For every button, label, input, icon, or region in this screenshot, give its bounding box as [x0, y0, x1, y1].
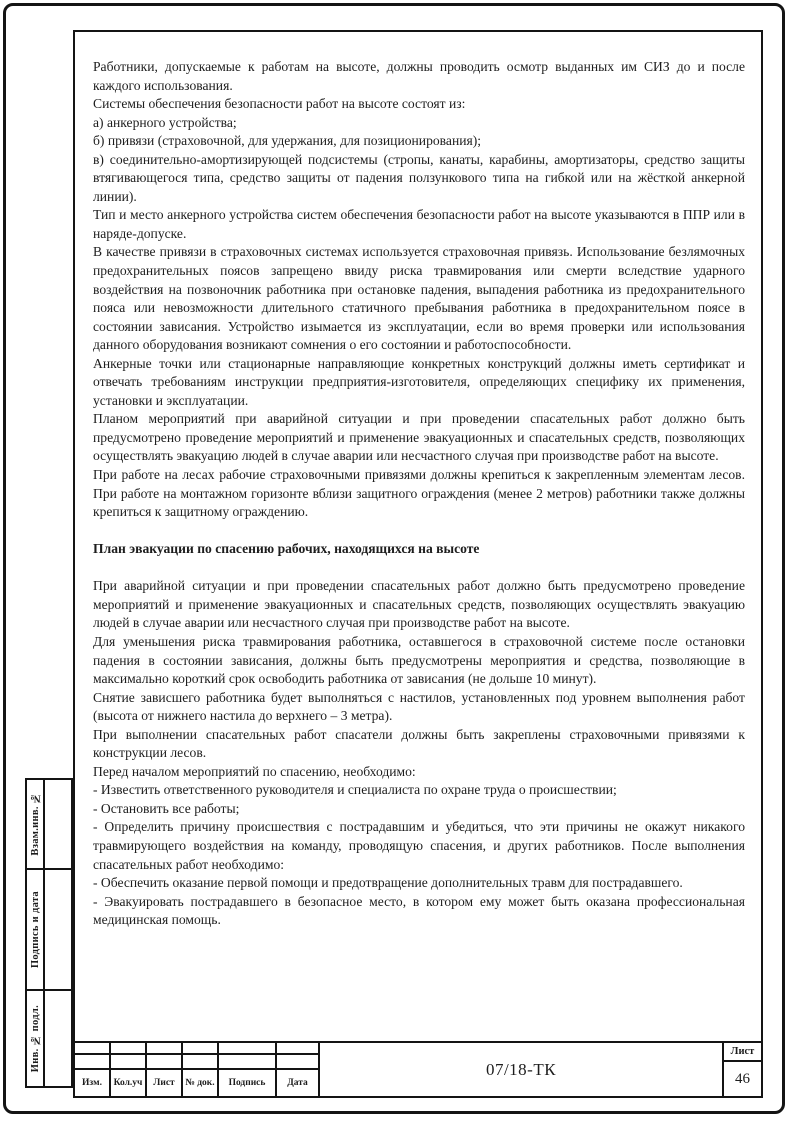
paragraph: а) анкерного устройства; — [93, 114, 237, 130]
paragraph: б) привязи (страховочной, для удержания, для позиционирования); — [93, 133, 482, 149]
paragraph: При аварийной ситуации и при проведении спасательных работ должно быть предусмотрено проведение мероприятий и применение эвакуационных и спасательных средств, позволяющих осуществлять эвакуацию людей в случае аварии или несчастного случая при производстве работ на высоте. — [93, 578, 745, 631]
paragraph: - Известить ответственного руководителя и специалиста по охране труда о происшествии; — [93, 782, 617, 798]
section-heading: План эвакуации по спасению рабочих, находящихся на высоте — [93, 541, 480, 557]
revision-cell — [277, 1043, 318, 1055]
sidebar-row — [27, 991, 71, 1086]
document-body — [93, 58, 745, 930]
paragraph: Работники, допускаемые к работам на высоте, должны проводить осмотр выданных им СИЗ до и после каждого использования. — [93, 59, 745, 93]
paragraph: Перед началом мероприятий по спасению, необходимо: — [93, 763, 416, 779]
paragraph: Системы обеспечения безопасности работ на высоте состоят из: — [93, 96, 466, 112]
sidebar-label: Подпись и дата — [29, 890, 41, 969]
revision-header-list: Лист — [147, 1070, 183, 1096]
paragraph: Анкерные точки или стационарные направляющие конкретных конструкций должны иметь сертификат и отвечать требованиям инструкции предприятия-изготовителя, определяющих специфику их применения, установки и эксплуатации. — [93, 355, 745, 408]
left-stamp-column — [25, 778, 73, 1088]
sidebar-label-cell — [27, 780, 45, 868]
sidebar-empty-cell — [45, 991, 71, 1086]
paragraph: в) соединительно-амортизирующей подсистемы (стропы, канаты, карабины, амортизаторы, средство защиты втягивающегося типа, средство защиты от падения ползункового типа на гибкой или на жёсткой анкерной линии). — [93, 151, 745, 204]
sidebar-empty-cell — [45, 870, 71, 989]
revision-cell — [277, 1055, 318, 1070]
sheet-label: Лист — [724, 1043, 761, 1062]
sidebar-label: Инв. № подл. — [29, 1004, 41, 1073]
paragraph: - Эвакуировать пострадавшего в безопасное место, в котором ему может быть оказана профессиональная медицинская помощь. — [93, 893, 745, 928]
revision-cell — [75, 1055, 111, 1070]
revision-cell — [219, 1043, 277, 1055]
paragraph: - Остановить все работы; — [93, 800, 240, 816]
title-block — [73, 1041, 763, 1098]
paragraph: - Определить причину происшествия с пострадавшим и убедиться, что эти причины не окажут никакого травмирующего воздействия на команду, проводящую спасения, и других работников. После выполнения спасательных работ необходимо: — [93, 819, 745, 872]
paragraph: Для уменьшения риска травмирования работника, оставшегося в страховочной системе после остановки падения в состоянии зависания, должны быть предусмотрены мероприятия и средства, позволяющие в максимально короткий срок освободить работника от зависания (не дольше 10 минут). — [93, 633, 745, 687]
paragraph: При работе на лесах рабочие страховочными привязями должны крепиться к закрепленным элементам лесов. При работе на монтажном горизонте вблизи защитного ограждения (менее 2 метров) работники также должны крепиться к защитному ограждению. — [93, 467, 745, 520]
sheet-number: 46 — [735, 1070, 750, 1087]
sheet-box — [724, 1043, 761, 1096]
sidebar-row — [27, 870, 71, 991]
sidebar-empty-cell — [45, 780, 71, 868]
paragraph: - Обеспечить оказание первой помощи и предотвращение дополнительных травм для пострадавшего. — [93, 875, 683, 891]
revision-cell — [111, 1055, 147, 1070]
sidebar-label-cell — [27, 991, 45, 1086]
revision-header-koluch: Кол.уч — [111, 1070, 147, 1096]
paragraph: Планом мероприятий при аварийной ситуации и при проведении спасательных работ должно быть предусмотрено проведение мероприятий и применение эвакуационных и спасательных средств, позволяющих осуществлять эвакуацию людей в случае аварии или несчастного случая при производстве работ на высоте. — [93, 411, 745, 464]
document-number: 07/18-ТК — [320, 1043, 724, 1096]
revision-cell — [147, 1043, 183, 1055]
revision-cell — [183, 1055, 219, 1070]
paragraph: Тип и место анкерного устройства систем обеспечения безопасности работ на высоте указываются в ППР или в наряде-допуске. — [93, 207, 745, 241]
revision-header-podpis: Подпись — [219, 1070, 277, 1096]
revision-header-data: Дата — [287, 1078, 308, 1088]
revision-cell — [111, 1043, 147, 1055]
sidebar-row — [27, 780, 71, 870]
paragraph: При выполнении спасательных работ спасатели должны быть закреплены страховочными привязями к конструкции лесов. — [93, 726, 745, 761]
revision-table — [75, 1043, 320, 1096]
sidebar-label: Взам.инв. № — [29, 792, 41, 856]
revision-cell — [183, 1043, 219, 1055]
paragraph: Снятие зависшего работника будет выполняться с настилов, установленных под уровнем выполнения работ (высота от нижнего настила до верхнего – 3 метра). — [93, 689, 745, 724]
revision-cell — [219, 1055, 277, 1070]
revision-cell — [147, 1055, 183, 1070]
revision-header-doc: № док. — [183, 1070, 219, 1096]
sidebar-label-cell — [27, 870, 45, 989]
revision-header-izm: Изм. — [75, 1070, 111, 1096]
paragraph: В качестве привязи в страховочных системах используется страховочная привязь. Использование безлямочных предохранительных поясов запрещено ввиду риска травмирования или смерти вследствие ударного воздействия на позвоночник работника при остановке падения, выпадения работника из предохранительного пояса или невозможности длительного статичного пребывания работника в предохранительном поясе в состоянии зависания. Устройство изымается из эксплуатации, если во время проверки или использования данного оборудования возникают сомнения о его состоянии и работоспособности. — [93, 244, 745, 353]
revision-cell — [75, 1043, 111, 1055]
